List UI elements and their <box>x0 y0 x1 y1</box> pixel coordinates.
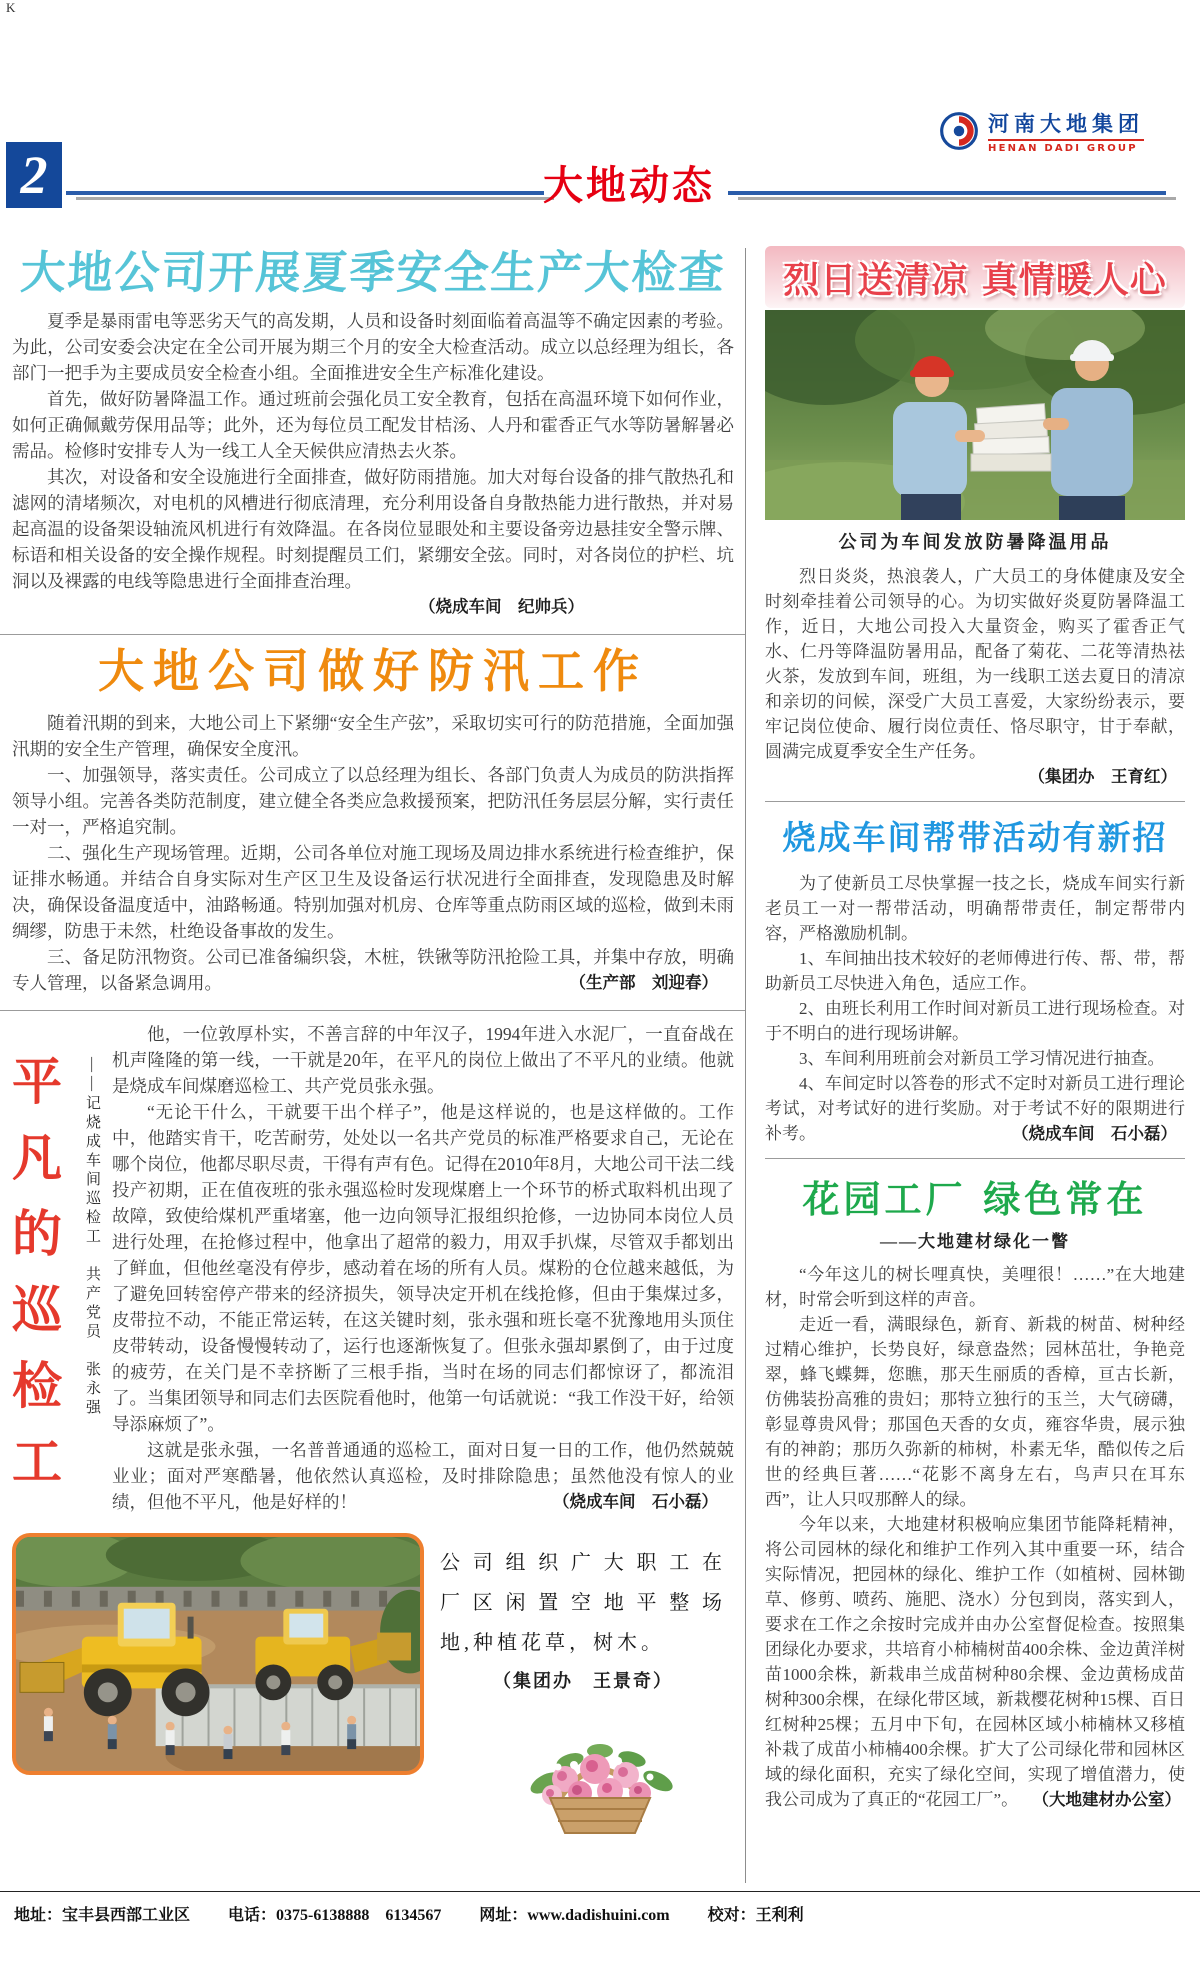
article6-body <box>765 1262 1185 1812</box>
caption-line: 厂区闲置空地平整场 <box>440 1591 726 1614</box>
footer-proofreader: 校对：王利利 <box>707 1907 804 1924</box>
article5-body <box>765 871 1185 1146</box>
page-number: 2 <box>20 145 48 205</box>
page-footer <box>0 1891 1200 1925</box>
article2-paragraph: 一、加强领导，落实责任。公司成立了以总经理为组长、各部门负责人为成员的防洪指挥领导小组。完善各类防范制度，建立健全各类应急救援预案，把防汛任务层层分解，实行责任一对一，严格追究制。 <box>12 764 734 837</box>
logo-text <box>988 113 1144 153</box>
header-rule-right-blue <box>728 191 1166 195</box>
section-divider <box>0 634 745 635</box>
loader-photo <box>12 1533 424 1775</box>
workers-photo-caption: 公司为车间发放防暑降温用品 <box>838 532 1112 552</box>
left-column <box>5 246 734 1843</box>
article2-paragraph: 二、强化生产现场管理。近期，公司各单位对施工现场及周边排水系统进行检查维护，保证排水畅通。并结合自身实际对生产区卫生及设备运行状况进行全面排查，发现隐患及时解决，确保设备温度适中，油路畅通。特别加强对机房、仓库等重点防雨区域的巡检，做到未雨绸缪，防患于未然，杜绝设备事故的发生。 <box>12 842 734 941</box>
footer-address: 地址：宝丰县西部工业区 <box>14 1907 191 1924</box>
header-rule-left-blue <box>66 191 544 195</box>
article3-paragraph: “无论干什么，干就要干出个样子”，他是这样说的，也是这样做的。工作中，他踏实肯干，吃苦耐劳，处处以一名共产党员的标准严格要求自己，无论在哪个岗位，他都尽职尽责，干得有声有色。记得在2010年8月，大地公司干法二线投产初期，正在值夜班的张永强巡检时发现煤磨上一个环节的桥式取料机出现了故障，致使给煤机严重堵塞，他一边向领导汇报组织抢修，一边协同本岗位人员进行处理，在抢修过程中，他拿出了超常的毅力，用双手扒煤，尽管双手都划出了鲜血，但他丝毫没有停步，感动着在场的所有人员。煤粉的仓位越来越低，为了避免回转窑停产带来的经济损失，领导决定开机在线抢修，但由于集煤过多，皮带拉不动，不能正常运转，在这关键时刻，张永强和班长毫不犹豫地用头顶住皮带转动，设备慢慢转动了，运行也逐渐恢复了。但张永强却累倒了，由于过度的疲劳，在关门是不幸挤断了三根手指，当时在场的同志们都惊讶了，都流泪了。当集团领导和同志们去医院看他时，他第一句话就说：“我工作没干好，给领导添麻烦了”。 <box>112 1101 734 1434</box>
flower-basket-image <box>510 1703 726 1843</box>
article5-paragraph: 1、车间抽出技术较好的老师傅进行传、帮、带，帮助新员工尽快进入角色，适应工作。 <box>765 949 1185 993</box>
article3-byline: （烧成车间 石小磊） <box>553 1491 718 1511</box>
bottom-photo-row <box>12 1533 734 1843</box>
dadi-logo-icon <box>938 110 980 157</box>
article1-paragraph: 其次，对设备和安全设施进行全面排查，做好防雨措施。加大对每台设备的排气散热孔和滤网的清堵频次，对电机的风槽进行彻底清理，充分利用设备自身散热能力进行散热，并对易起高温的设备架设轴流风机进行有效降温。在各岗位显眼处和主要设备旁边悬挂安全警示牌、标语和相关设备的安全操作规程。时刻提醒员工们，紧绷安全弦。同时，对各岗位的护栏、坑洞以及裸露的电线等隐患进行全面排查治理。 <box>12 467 734 591</box>
company-logo <box>938 110 1144 157</box>
article2-byline: （生产部 刘迎春） <box>569 972 718 992</box>
footer-website: 网址：www.dadishuini.com <box>479 1907 670 1924</box>
caption-line: 公司组织广大职工在 <box>440 1551 726 1574</box>
article6-byline: （大地建材办公室） <box>1032 1790 1181 1809</box>
article6-paragraph: 今年以来，大地建材积极响应集团节能降耗精神，将公司园林的绿化和维护工作列入其中重要一环，结合实际情况，把园林的绿化、维护工作（如植树、园林锄草、修剪、喷药、施肥、浇水）分包到岗，落实到人，要求在工作之余按时完成并由办公室督促检查。按照集团绿化办要求，共培育小柿楠树苗400余株、金边黄洋树苗1000余株，新栽串兰成苗树种80余棵、金边黄杨成苗树种300余棵，在绿化带区域，新栽樱花树种15棵、百日红树种25棵；五月中下旬，在园林区域小柿楠林又移植补栽了成苗小柿楠400余棵。扩大了公司绿化带和园林区域的绿化面积，充实了绿化空间，实现了增值潜力，使我公司成为了真正的“花园工厂”。 <box>765 1515 1185 1809</box>
article3-vertical-subtitle: ——记烧成车间巡检工 共产党员 张永强 <box>84 1056 100 1418</box>
header-rule-right-gray <box>738 197 1176 200</box>
section-divider <box>765 801 1185 802</box>
article1-byline: （烧成车间 纪帅兵） <box>419 597 584 616</box>
corner-mark: K <box>6 0 16 15</box>
article5-headline: 烧成车间帮带活动有新招 <box>782 818 1168 857</box>
caption-byline: （集团办 王景奇） <box>493 1670 673 1692</box>
article2-headline: 大地公司做好防汛工作 <box>98 644 648 698</box>
article4-headline-band <box>765 246 1185 308</box>
article1-body <box>12 308 734 620</box>
article4-byline: （集团办 王育红） <box>1028 767 1177 786</box>
right-column <box>765 246 1185 1812</box>
article5-paragraph: 3、车间利用班前会对新员工学习情况进行抽查。 <box>799 1049 1165 1068</box>
article6-paragraph: 走近一看，满眼绿色，新育、新栽的树苗、树种经过精心维护，长势良好，绿意盎然；园林茁壮，争艳竞翠，蜂飞蝶舞，您瞧，那天生丽质的香樟，亘古长新，仿佛装扮高雅的贵妇；那特立独行的玉兰，大气磅礴，彰显尊贵风骨；那国色天香的女贞，雍容华贵，展示独有的神韵；那历久弥新的柿树，朴素无华，酷似传之后世的经典巨著……“花影不离身左右，鸟声只在耳东西”，让人只叹那醉人的绿。 <box>765 1315 1185 1509</box>
loader-photo-caption <box>440 1533 726 1843</box>
page-number-box <box>6 142 62 208</box>
article4-body <box>765 564 1185 789</box>
logo-name-en: HENAN DADI GROUP <box>988 142 1138 154</box>
article5-paragraph: 4、车间定时以答卷的形式不定时对新员工进行理论考试，对考试好的进行奖励。对于考试不好的限期进行补考。 <box>765 1074 1185 1143</box>
article2-paragraph: 三、备足防汛物资。公司已准备编织袋，木桩，铁锹等防汛抢险工具，并集中存放，明确专人管理，以备紧急调用。 <box>12 946 734 993</box>
article6-paragraph: “今年这儿的树长哩真快，美哩很！……”在大地建材，时常会听到这样的声音。 <box>765 1265 1185 1309</box>
article6-subtitle: ——大地建材绿化一瞥 <box>880 1232 1070 1251</box>
article4-paragraph: 烈日炎炎，热浪袭人，广大员工的身体健康及安全时刻牵挂着公司领导的心。为切实做好炎夏防暑降温工作，近日，大地公司投入大量资金，购买了霍香正气水、仁丹等降温防暑用品，配备了菊花、二花等清热祛火茶，发放到车间，班组，为一线职工送去夏日的清凉和亲切的问候，深受广大员工喜爱，大家纷纷表示，要牢记岗位使命、履行岗位责任、恪尽职守，甘于奉献，圆满完成夏季安全生产任务。 <box>765 567 1185 761</box>
article3-paragraph: 他，一位敦厚朴实，不善言辞的中年汉子，1994年进入水泥厂，一直奋战在机声隆隆的第一线，一干就是20年，在平凡的岗位上做出了不平凡的业绩。他就是烧成车间煤磨巡检工、共产党员张永强。 <box>112 1023 734 1096</box>
article6-headline: 花园工厂 绿色常在 <box>802 1178 1148 1221</box>
section-divider <box>0 1010 745 1011</box>
header-rule-left-gray <box>76 197 554 200</box>
article3 <box>5 1021 734 1515</box>
caption-line: 地,种植花草，树木。 <box>440 1631 665 1654</box>
footer-phone: 电话：0375-6138888 6134567 <box>228 1907 442 1924</box>
article1-headline: 大地公司开展夏季安全生产大检查 <box>19 246 727 299</box>
article5-paragraph: 2、由班长利用工作时间对新员工进行现场检查。对于不明白的进行现场讲解。 <box>765 999 1185 1043</box>
section-divider <box>765 1158 1185 1159</box>
section-title: 大地动态 <box>543 163 715 209</box>
article2-paragraph: 随着汛期的到来，大地公司上下紧绷“安全生产弦”，采取切实可行的防范措施，全面加强汛期的安全生产管理，确保安全度汛。 <box>12 712 734 759</box>
article1-paragraph: 首先，做好防暑降温工作。通过班前会强化员工安全教育，包括在高温环境下如何作业，如何正确佩戴劳保用品等；此外，还为每位员工配发甘桔汤、人丹和霍香正气水等防暑解暑必需品。检修时安排专人为一线工人全天候供应清热去火茶。 <box>12 389 734 461</box>
logo-name-cn: 河南大地集团 <box>988 112 1144 137</box>
article4-headline: 烈日送清凉 真情暖人心 <box>783 259 1167 301</box>
article3-vertical-headline: 平凡的巡检工 <box>5 1054 61 1511</box>
column-divider <box>745 248 746 1883</box>
article5-paragraph: 为了使新员工尽快掌握一技之长，烧成车间实行新老员工一对一帮带活动，明确帮带责任，制定帮带内容，严格激励机制。 <box>765 874 1185 943</box>
logo-rule <box>988 139 1144 141</box>
article5-byline: （烧成车间 石小磊） <box>1012 1124 1177 1143</box>
article1-paragraph: 夏季是暴雨雷电等恶劣天气的高发期，人员和设备时刻面临着高温等不确定因素的考验。为此，公司安委会决定在全公司开展为期三个月的安全大检查活动。成立以总经理为组长，各部门一把手为主要成员安全检查小组。全面推进安全生产标准化建设。 <box>12 311 734 383</box>
article2-body <box>12 710 734 996</box>
workers-photo <box>765 310 1185 520</box>
article3-paragraph: 这就是张永强，一名普普通通的巡检工，面对日复一日的工作，他仍然兢兢业业；面对严寒酷暑，他依然认真巡检，及时排除隐患；虽然他没有惊人的业绩，但他不平凡，他是好样的！ <box>112 1439 734 1512</box>
